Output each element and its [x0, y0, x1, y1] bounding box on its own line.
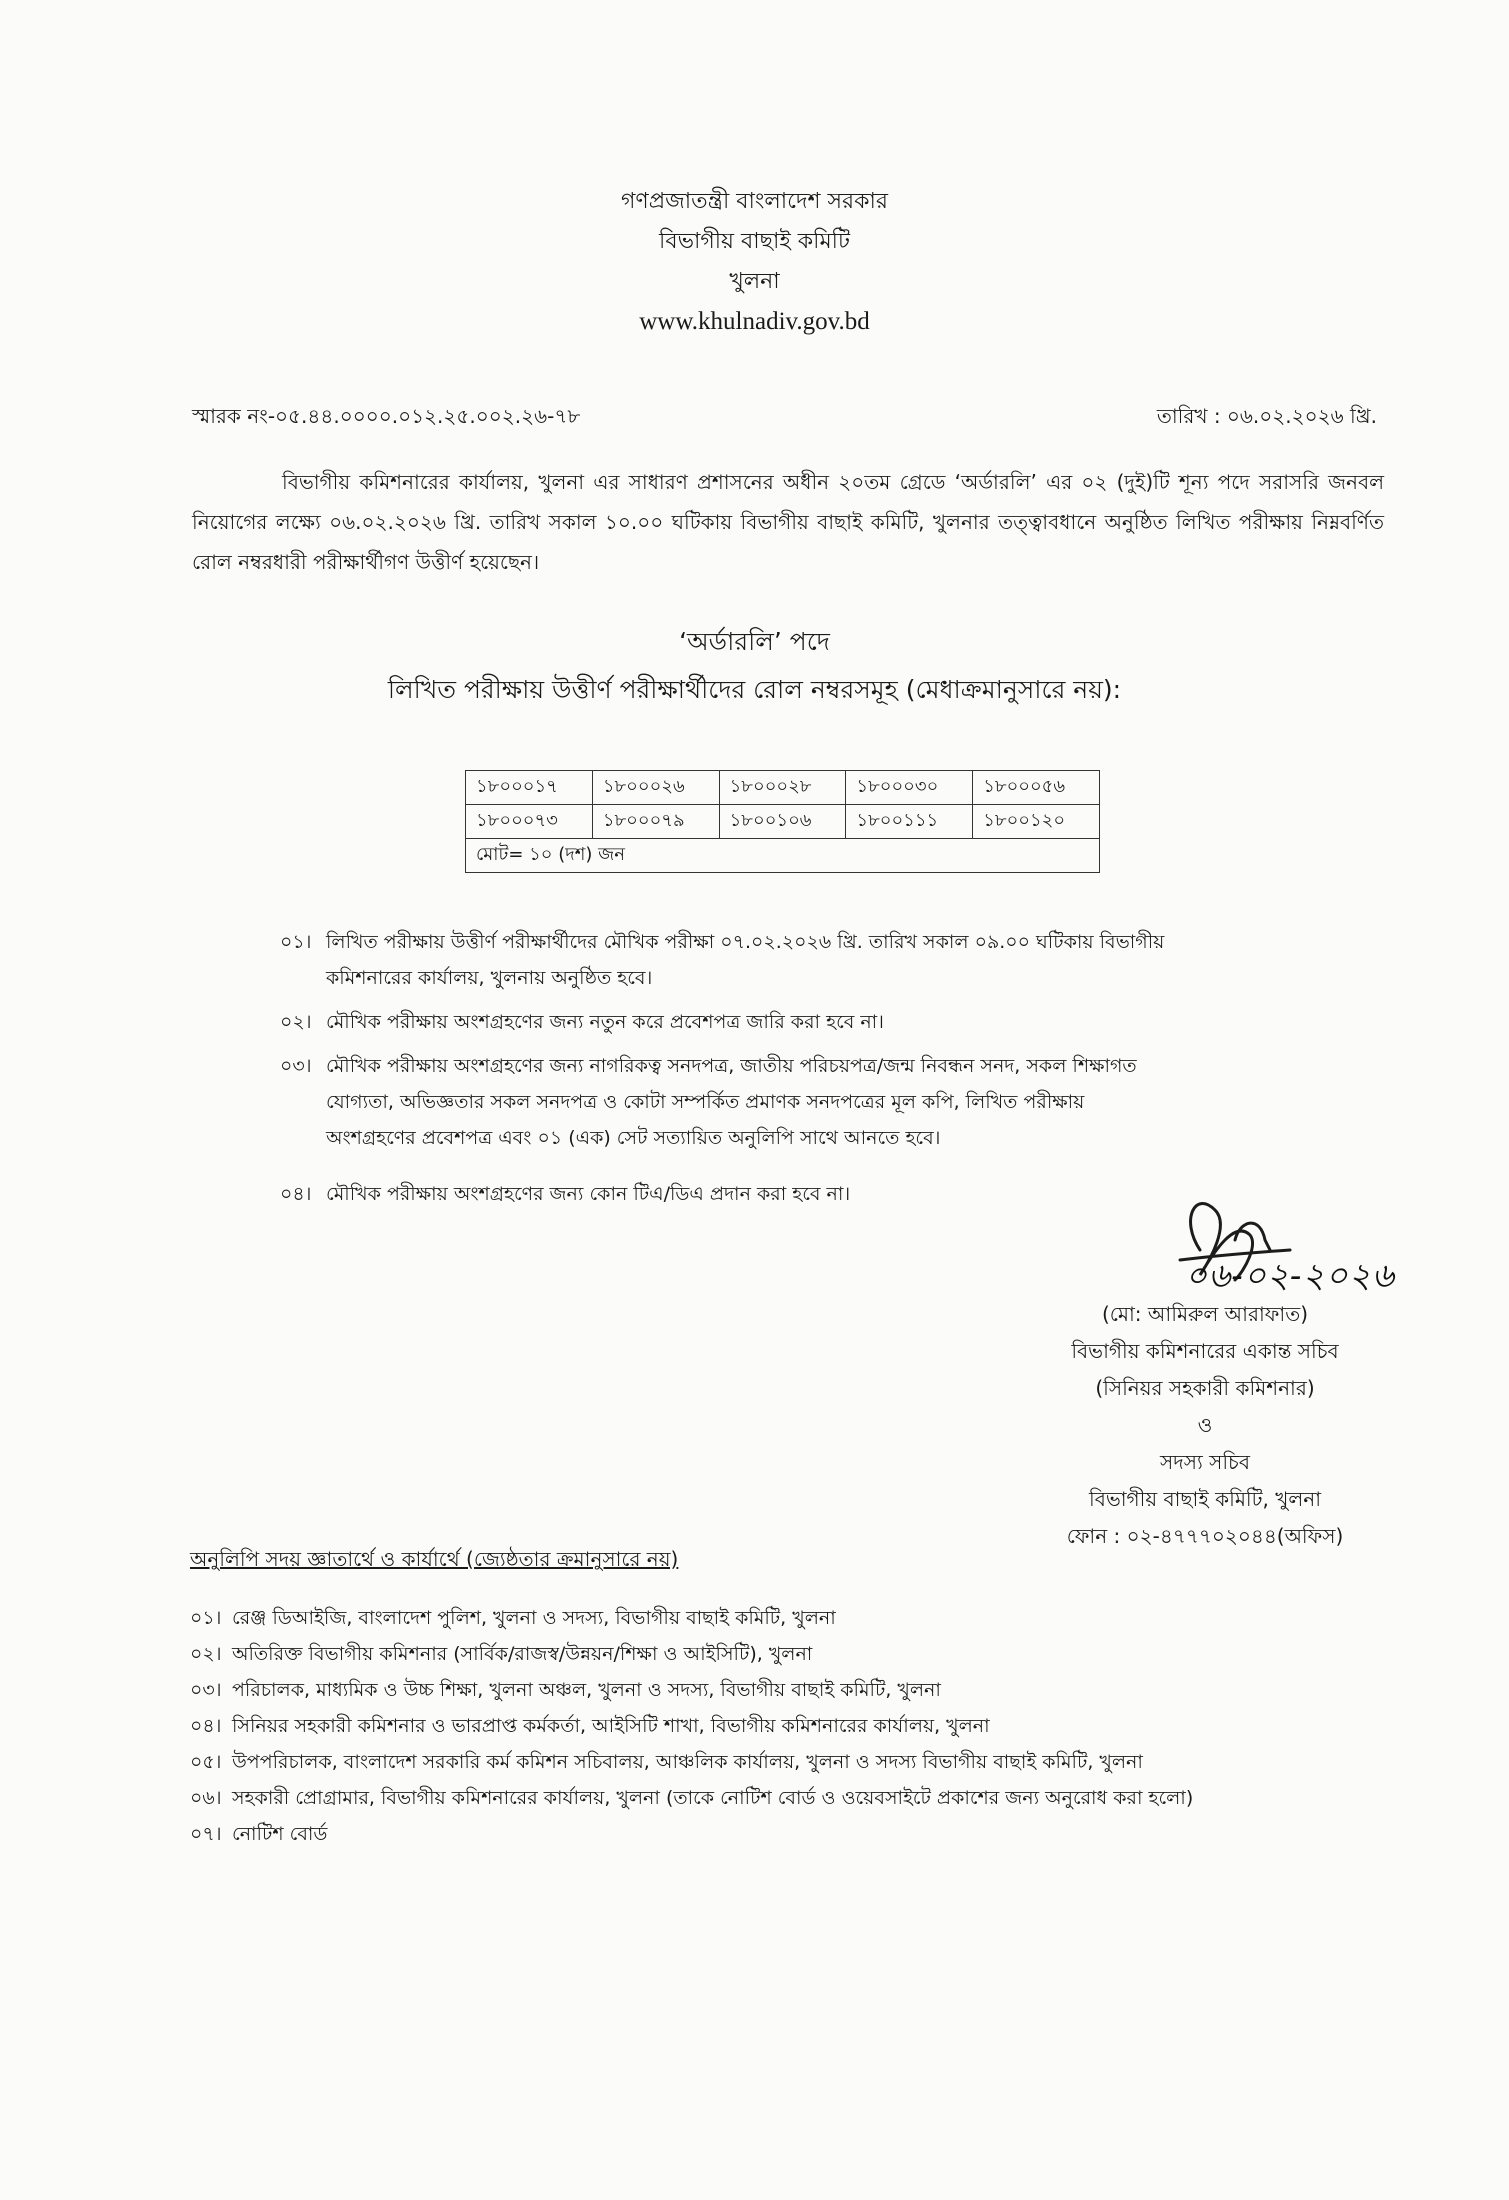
table-row [466, 839, 1100, 873]
location: খুলনা [729, 269, 780, 294]
roll-cell: ১৮০০১০৬ [719, 805, 846, 839]
copy-text: সহকারী প্রোগ্রামার, বিভাগীয় কমিশনারের কার্যালয়, খুলনা (তাকে নোটিশ বোর্ড ও ওয়েবসাইটে প্রকাশের জন্য অনুরোধ করা হলো) [232, 1787, 1194, 1809]
condition-item [280, 1004, 1340, 1040]
list-item [190, 1600, 1420, 1636]
signatory-block [1000, 1296, 1410, 1555]
roll-number-table [465, 770, 1100, 873]
handwritten-date: ০৬-০২-২০২৬ [1185, 1256, 1395, 1296]
roll-cell: ১৮০০১২০ [973, 805, 1100, 839]
roll-cell: ১৮০০০২৮ [719, 771, 846, 805]
list-title: লিখিত পরীক্ষায় উত্তীর্ণ পরীক্ষার্থীদের রোল নম্বরসমূহ (মেধাক্রমানুসারে নয়): [387, 675, 1122, 704]
signatory-name: (মো: আমিরুল আরাফাত) [1101, 1302, 1309, 1326]
signatory-designation: বিভাগীয় বাছাই কমিটি, খুলনা [1088, 1487, 1322, 1511]
roll-cell: ১৮০০০১৭ [466, 771, 593, 805]
condition-text: মৌখিক পরীক্ষায় অংশগ্রহণের জন্য নতুন করে প্রবেশপত্র জারি করা হবে না। [326, 1011, 884, 1033]
roll-cell: ১৮০০০৫৬ [973, 771, 1100, 805]
condition-number: ০১। [280, 931, 312, 953]
list-item [190, 1636, 1420, 1672]
total-count: মোট= ১০ (দশ) জন [466, 839, 1100, 873]
post-title: ‘অর্ডারলি’ পদে [679, 627, 830, 656]
copies-heading: অনুলিপি সদয় জ্ঞাতার্থে ও কার্যার্থে (জ্যেষ্ঠতার ক্রমানুসারে নয়) [190, 1547, 679, 1571]
copy-text: রেঞ্জ ডিআইজি, বাংলাদেশ পুলিশ, খুলনা ও সদস্য, বিভাগীয় বাছাই কমিটি, খুলনা [232, 1607, 836, 1629]
copy-number: ০২। [190, 1643, 222, 1665]
copy-text: অতিরিক্ত বিভাগীয় কমিশনার (সার্বিক/রাজস্ব/উন্নয়ন/শিক্ষা ও আইসিটি), খুলনা [232, 1643, 813, 1665]
condition-item [280, 924, 1340, 996]
website-link[interactable]: www.khulnadiv.gov.bd [639, 308, 870, 335]
condition-text: যোগ্যতা, অভিজ্ঞতার সকল সনদপত্র ও কোটা সম্পর্কিত প্রমাণক সনদপত্রের মূল কপি, লিখিত পরীক্ষায় [326, 1091, 1085, 1113]
table-row [466, 805, 1100, 839]
signatory-designation: বিভাগীয় কমিশনারের একান্ত সচিব [1071, 1339, 1339, 1363]
roll-cell: ১৮০০০৩০ [846, 771, 973, 805]
copy-number: ০১। [190, 1607, 222, 1629]
intro-paragraph: বিভাগীয় কমিশনারের কার্যালয়, খুলনা এর সাধারণ প্রশাসনের অধীন ২০তম গ্রেডে ‘অর্ডারলি’ এর ০২ (দুই)টি শূন্য পদে সরাসরি জনবল নিয়োগের লক্ষ্যে ০৬.০২.২০২৬ খ্রি. তারিখ সকাল ১০.০০ ঘটিকায় বিভাগীয় বাছাই কমিটি, খুলনার তত্ত্বাবধানে অনুষ্ঠিত লিখিত পরীক্ষায় নিম্নবর্ণিত রোল নম্বরধারী পরীক্ষার্থীগণ উত্তীর্ণ হয়েছেন। [192, 470, 1384, 574]
signatory-designation: (সিনিয়র সহকারী কমিশনার) [1095, 1376, 1315, 1400]
committee-name: বিভাগীয় বাছাই কমিটি [659, 229, 850, 254]
signatory-phone: ফোন : ০২-৪৭৭৭০২০৪৪(অফিস) [1066, 1524, 1344, 1548]
condition-number: ০২। [280, 1011, 312, 1033]
memo-reference: স্মারক নং-০৫.৪৪.০০০০.০১২.২৫.০০২.২৬-৭৮ [192, 404, 581, 428]
condition-number: ০৪। [280, 1183, 312, 1205]
condition-text: কমিশনারের কার্যালয়, খুলনায় অনুষ্ঠিত হবে। [326, 967, 653, 989]
copy-number: ০৬। [190, 1787, 222, 1809]
roll-cell: ১৮০০০২৬ [592, 771, 719, 805]
table-row [466, 771, 1100, 805]
copy-text: পরিচালক, মাধ্যমিক ও উচ্চ শিক্ষা, খুলনা অঞ্চল, খুলনা ও সদস্য, বিভাগীয় বাছাই কমিটি, খুলনা [232, 1679, 941, 1701]
copy-text: উপপরিচালক, বাংলাদেশ সরকারি কর্ম কমিশন সচিবালয়, আঞ্চলিক কার্যালয়, খুলনা ও সদস্য বিভাগীয় বাছাই কমিটি, খুলনা [232, 1751, 1143, 1773]
list-item [190, 1780, 1420, 1816]
list-item [190, 1816, 1420, 1852]
roll-cell: ১৮০০১১১ [846, 805, 973, 839]
roll-cell: ১৮০০০৭৯ [592, 805, 719, 839]
condition-number: ০৩। [280, 1055, 312, 1077]
copy-number: ০৫। [190, 1751, 222, 1773]
letterhead [0, 182, 1509, 342]
copy-text: নোটিশ বোর্ড [232, 1823, 328, 1845]
condition-text: মৌখিক পরীক্ষায় অংশগ্রহণের জন্য নাগরিকত্ব সনদপত্র, জাতীয় পরিচয়পত্র/জন্ম নিবন্ধন সনদ, সকল শিক্ষাগত [326, 1055, 1137, 1077]
signatory-conjunction: ও [1197, 1413, 1213, 1437]
govt-name: গণপ্রজাতন্ত্রী বাংলাদেশ সরকার [620, 189, 889, 214]
roll-cell: ১৮০০০৭৩ [466, 805, 593, 839]
copies-list [190, 1600, 1420, 1852]
condition-text: অংশগ্রহণের প্রবেশপত্র এবং ০১ (এক) সেট সত্যায়িত অনুলিপি সাথে আনতে হবে। [326, 1127, 941, 1149]
condition-text: লিখিত পরীক্ষায় উত্তীর্ণ পরীক্ষার্থীদের মৌখিক পরীক্ষা ০৭.০২.২০২৬ খ্রি. তারিখ সকাল ০৯.০০ ঘটিকায় বিভাগীয় [326, 931, 1165, 953]
list-item [190, 1744, 1420, 1780]
condition-item [280, 1048, 1340, 1156]
list-item [190, 1672, 1420, 1708]
copy-number: ০৩। [190, 1679, 222, 1701]
memo-date: তারিখ : ০৬.০২.২০২৬ খ্রি. [1156, 404, 1377, 428]
signatory-designation: সদস্য সচিব [1160, 1450, 1250, 1474]
copy-number: ০৪। [190, 1715, 222, 1737]
copy-number: ০৭। [190, 1823, 222, 1845]
condition-text: মৌখিক পরীক্ষায় অংশগ্রহণের জন্য কোন টিএ/ডিএ প্রদান করা হবে না। [326, 1183, 851, 1205]
list-item [190, 1708, 1420, 1744]
copy-text: সিনিয়র সহকারী কমিশনার ও ভারপ্রাপ্ত কর্মকর্তা, আইসিটি শাখা, বিভাগীয় কমিশনারের কার্যালয়, খুলনা [232, 1715, 990, 1737]
